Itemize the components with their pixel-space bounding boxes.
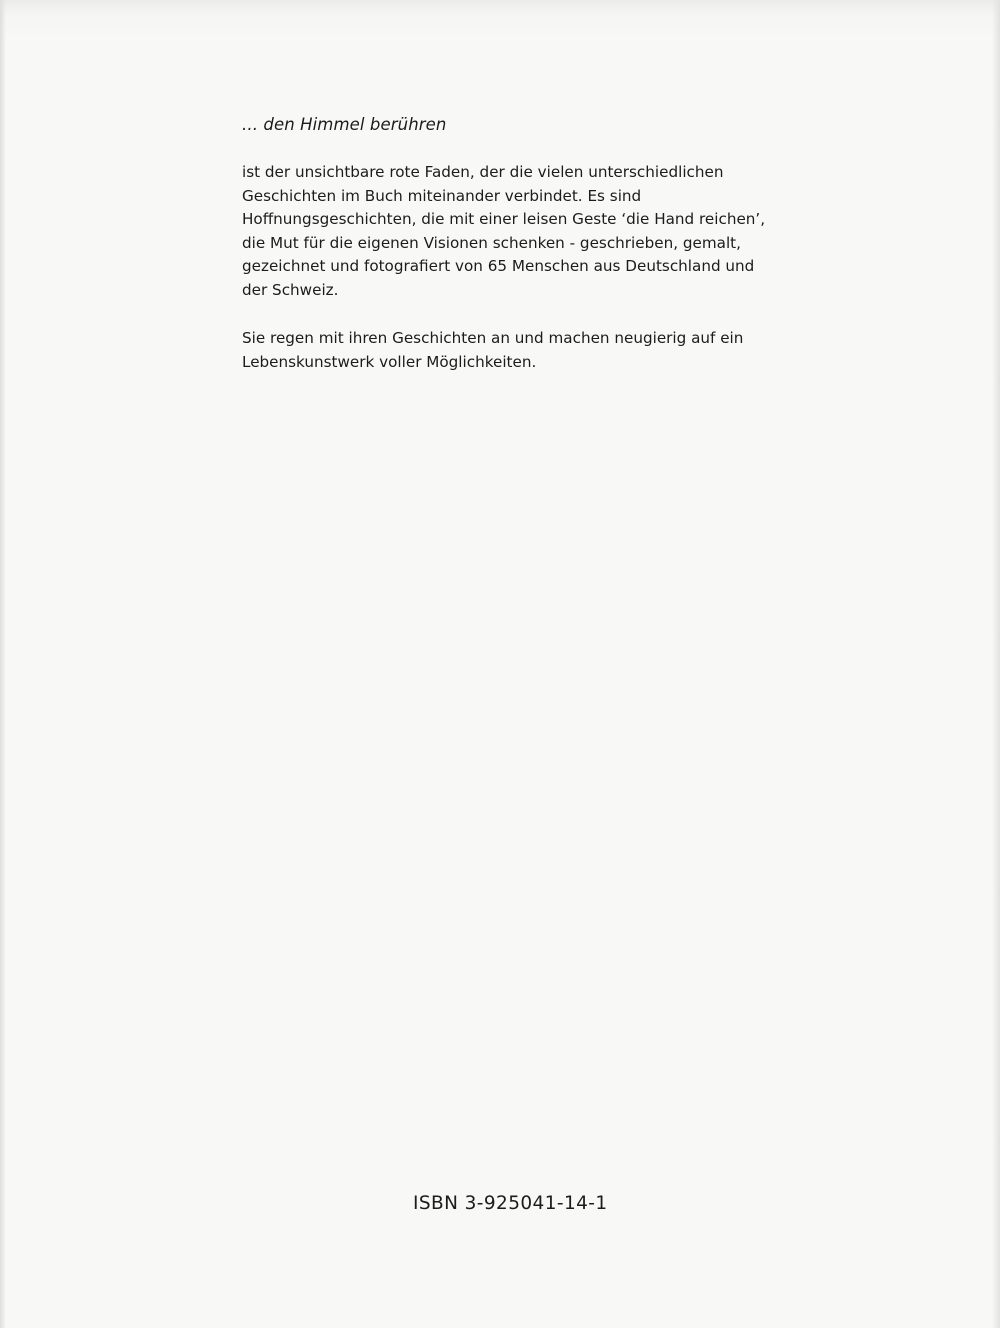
paragraph-line: Hoffnungsgeschichten, die mit einer leisen Geste ‘die Hand reichen’,: [242, 210, 766, 228]
tagline: ... den Himmel berühren: [242, 115, 447, 134]
paragraph-line: gezeichnet und fotografiert von 65 Menschen aus Deutschland und: [242, 257, 755, 275]
isbn-number: ISBN 3-925041-14-1: [413, 1193, 608, 1214]
paragraph-line: Sie regen mit ihren Geschichten an und machen neugierig auf ein: [242, 329, 744, 347]
paragraph-line: die Mut für die eigenen Visionen schenken - geschrieben, gemalt,: [242, 233, 741, 252]
paragraph-line: Geschichten im Buch miteinander verbindet. Es sind: [242, 186, 642, 205]
description-paragraph-1: [242, 161, 802, 302]
paragraph-line: ist der unsichtbare rote Faden, der die vielen unterschiedlichen: [242, 163, 724, 181]
description-paragraph-2: [242, 327, 802, 374]
paragraph-line: Lebenskunstwerk voller Möglichkeiten.: [242, 352, 537, 371]
paragraph-line: der Schweiz.: [242, 280, 339, 299]
